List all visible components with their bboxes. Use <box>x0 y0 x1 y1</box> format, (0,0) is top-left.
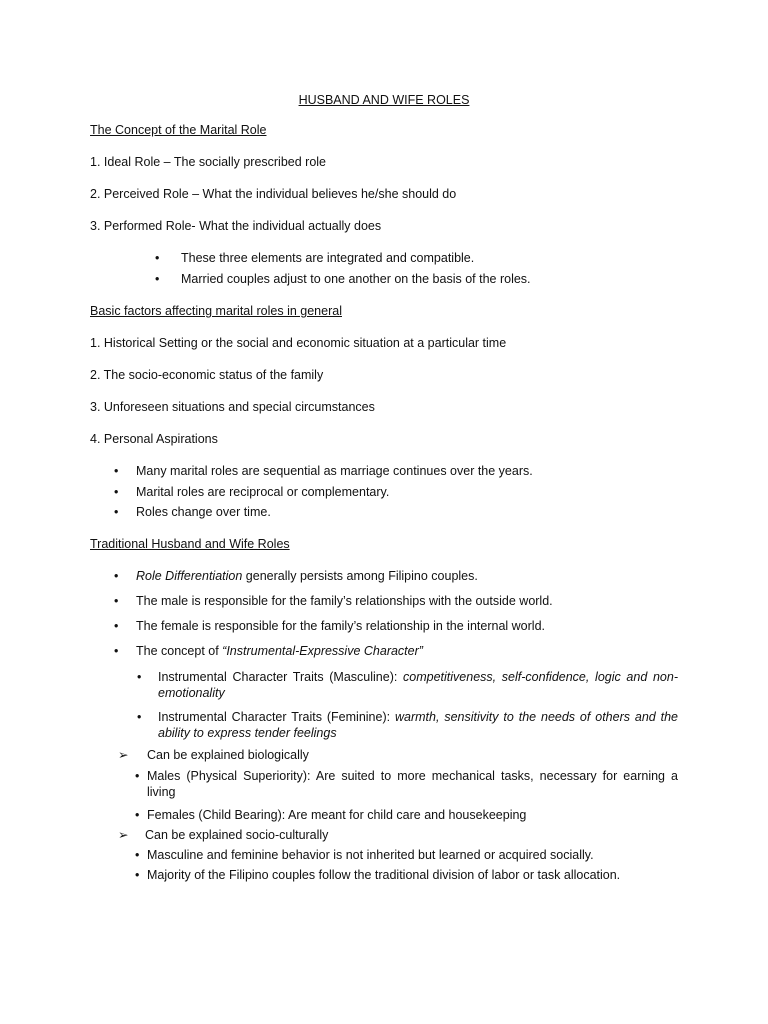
bullet-marker: • <box>114 619 119 633</box>
list-item: 1. Ideal Role – The socially prescribed role <box>90 155 327 169</box>
list-item: 2. Perceived Role – What the individual believes he/she should do <box>90 187 457 201</box>
emphasis-text: Role Differentiation <box>136 569 243 583</box>
sub-bullet-item: Majority of the Filipino couples follow the traditional division of labor or task allocation. <box>147 868 621 882</box>
bullet-text: The concept of <box>136 644 223 658</box>
page-title: HUSBAND AND WIFE ROLES <box>298 93 470 107</box>
bullet-text: generally persists among Filipino couples. <box>242 569 478 583</box>
list-item: 3. Unforeseen situations and special circumstances <box>90 400 375 414</box>
bullet-marker: • <box>114 644 119 658</box>
bullet-marker: • <box>135 808 140 822</box>
section-heading-traditional: Traditional Husband and Wife Roles <box>90 537 290 551</box>
bullet-marker: • <box>155 251 160 265</box>
bullet-marker: • <box>135 868 140 882</box>
sub-bullet-item: Masculine and feminine behavior is not inherited but learned or acquired socially. <box>147 848 594 862</box>
sub-bullet-item: Males (Physical Superiority): Are suited to more mechanical tasks, necessary for earning a living <box>147 769 678 799</box>
list-item: 3. Performed Role- What the individual actually does <box>90 219 382 233</box>
bullet-marker: • <box>114 464 119 478</box>
section-heading-concept: The Concept of the Marital Role <box>90 123 267 137</box>
bullet-marker: • <box>155 272 160 286</box>
list-item: 2. The socio-economic status of the family <box>90 368 324 382</box>
emphasis-text: warmth, sensitivity to the needs of others and the ability to express tender feelings <box>158 710 678 740</box>
bullet-marker: • <box>114 485 119 499</box>
list-item: 1. Historical Setting or the social and economic situation at a particular time <box>90 336 507 350</box>
bullet-item: The male is responsible for the family’s relationships with the outside world. <box>136 594 553 608</box>
emphasis-text: competitiveness, self-confidence, logic and non-emotionality <box>158 670 678 700</box>
bullet-item: Marital roles are reciprocal or complementary. <box>136 485 390 499</box>
arrow-bullet-icon: ➢ <box>118 748 129 762</box>
sub-bullet-item <box>158 669 678 701</box>
arrow-item: Can be explained biologically <box>147 748 309 762</box>
list-item: 4. Personal Aspirations <box>90 432 218 446</box>
bullet-label: Instrumental Character Traits (Masculine): <box>158 670 404 684</box>
bullet-marker: • <box>137 670 142 684</box>
bullet-item: The female is responsible for the family’s relationship in the internal world. <box>136 619 545 633</box>
bullet-marker: • <box>137 710 142 724</box>
bullet-marker: • <box>135 848 140 862</box>
bullet-item: These three elements are integrated and compatible. <box>181 251 475 265</box>
emphasis-text: “Instrumental-Expressive Character” <box>222 644 423 658</box>
bullet-marker: • <box>114 569 119 583</box>
arrow-item: Can be explained socio-culturally <box>145 828 329 842</box>
bullet-item: Many marital roles are sequential as marriage continues over the years. <box>136 464 533 478</box>
bullet-label: Instrumental Character Traits (Feminine): <box>158 710 395 724</box>
bullet-item <box>136 568 478 584</box>
sub-bullet-item <box>158 709 678 741</box>
bullet-marker: • <box>135 769 140 783</box>
arrow-bullet-icon: ➢ <box>118 828 129 842</box>
section-heading-factors: Basic factors affecting marital roles in general <box>90 304 342 318</box>
bullet-marker: • <box>114 505 119 519</box>
bullet-item <box>136 643 423 659</box>
bullet-marker: • <box>114 594 119 608</box>
sub-bullet-item: Females (Child Bearing): Are meant for child care and housekeeping <box>147 808 527 822</box>
bullet-item: Married couples adjust to one another on the basis of the roles. <box>181 272 531 286</box>
bullet-item: Roles change over time. <box>136 505 271 519</box>
